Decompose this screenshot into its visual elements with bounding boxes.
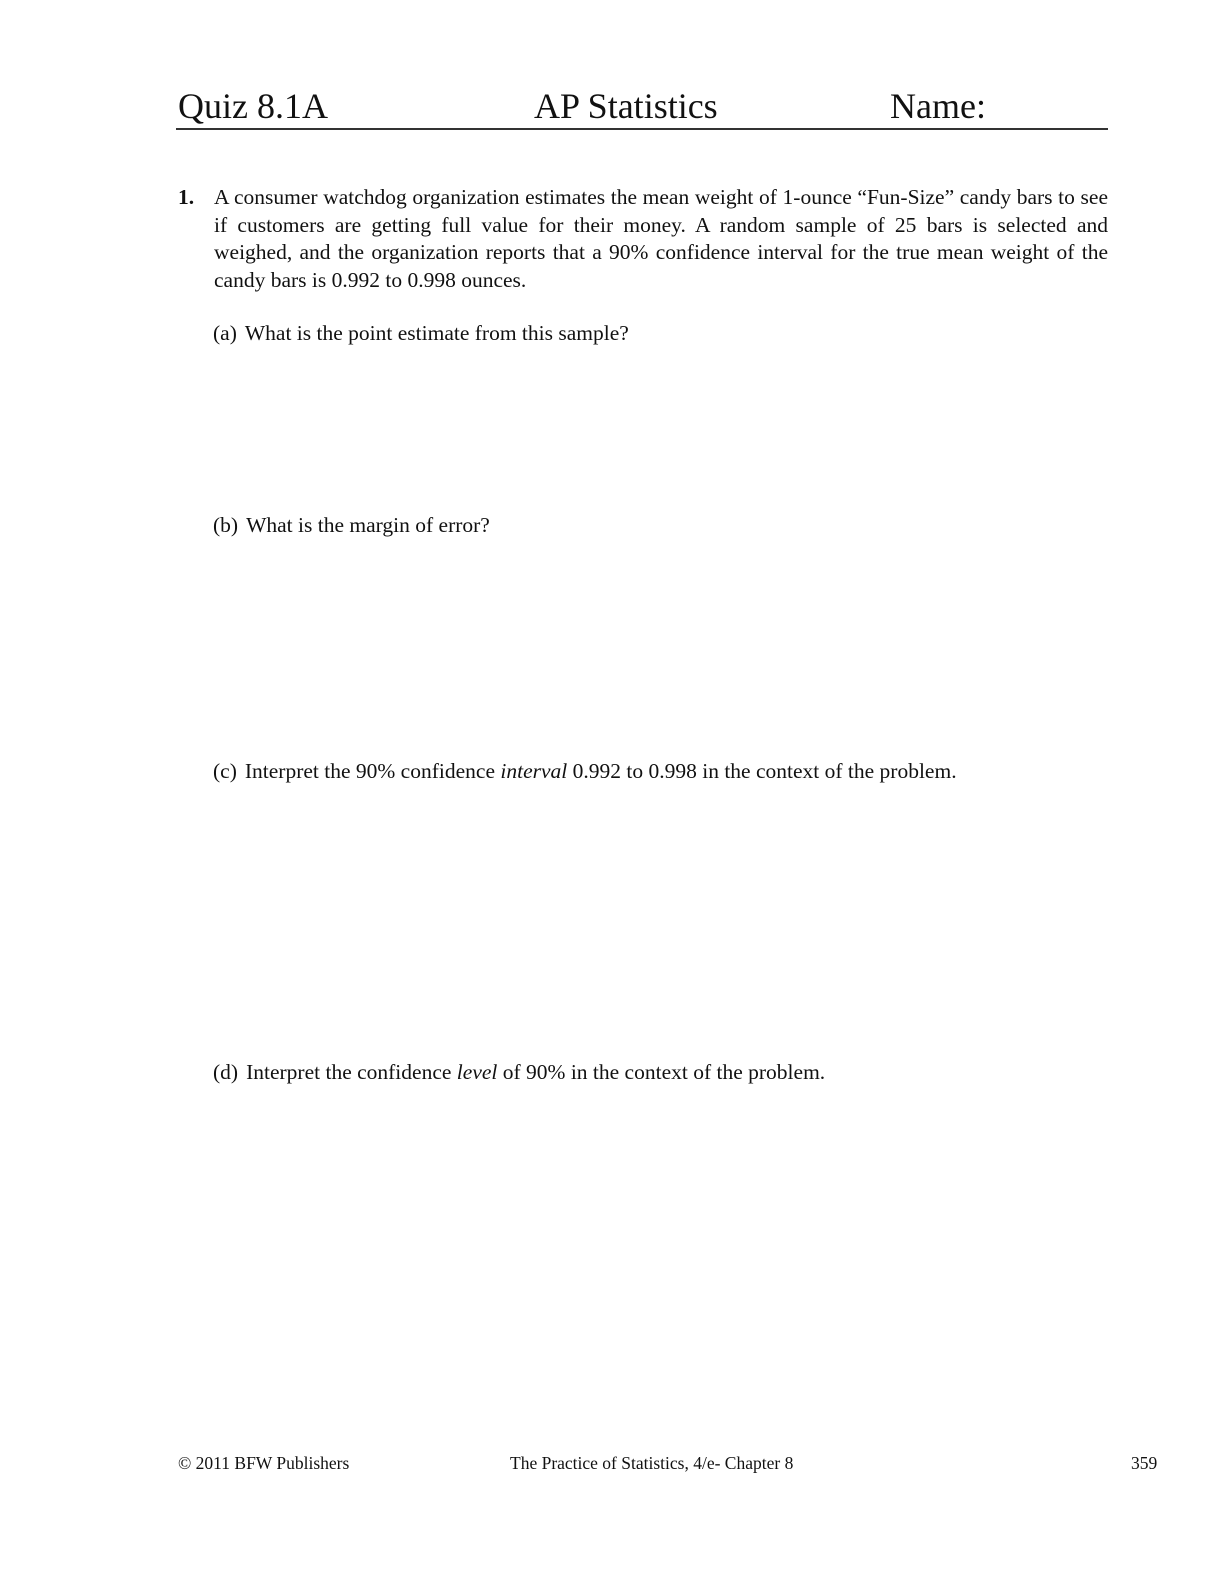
part-b <box>213 512 490 540</box>
part-c-emphasis: interval <box>500 759 568 783</box>
footer-book-title: The Practice of Statistics, 4/e- Chapter 8 <box>510 1453 794 1473</box>
part-d-letter: (d) <box>213 1060 239 1084</box>
part-c-text-before: Interpret the 90% confidence <box>244 759 501 783</box>
question-number: 1. <box>178 185 195 209</box>
part-d-emphasis: level <box>456 1060 498 1084</box>
part-d-text-before: Interpret the confidence <box>246 1060 457 1084</box>
quiz-header <box>176 86 1108 130</box>
course-title: AP Statistics <box>534 86 718 126</box>
part-b-text: What is the margin of error? <box>246 513 490 537</box>
question-1 <box>178 184 1108 294</box>
part-c-text-after: 0.992 to 0.998 in the context of the problem. <box>567 759 957 783</box>
part-c-letter: (c) <box>213 759 237 783</box>
part-b-letter: (b) <box>213 513 239 537</box>
footer-page-number: 359 <box>1131 1453 1158 1473</box>
part-c <box>213 758 957 786</box>
quiz-title: Quiz 8.1A <box>178 86 328 126</box>
part-a-letter: (a) <box>213 321 237 345</box>
part-d <box>213 1059 825 1087</box>
part-a-text: What is the point estimate from this sample? <box>244 321 629 345</box>
footer-copyright: © 2011 BFW Publishers <box>178 1453 350 1473</box>
question-stem: A consumer watchdog organization estimates the mean weight of 1-ounce “Fun-Size” candy bars to see if customers are getting full value for their money. A random sample of 25 bars is selected and weighed, and the organization reports that a 90% confidence interval for the true mean weight of the candy bars is 0.992 to 0.998 ounces. <box>214 185 1108 292</box>
name-label: Name: <box>890 86 986 126</box>
part-d-text-after: of 90% in the context of the problem. <box>497 1060 826 1084</box>
part-a <box>213 320 629 348</box>
